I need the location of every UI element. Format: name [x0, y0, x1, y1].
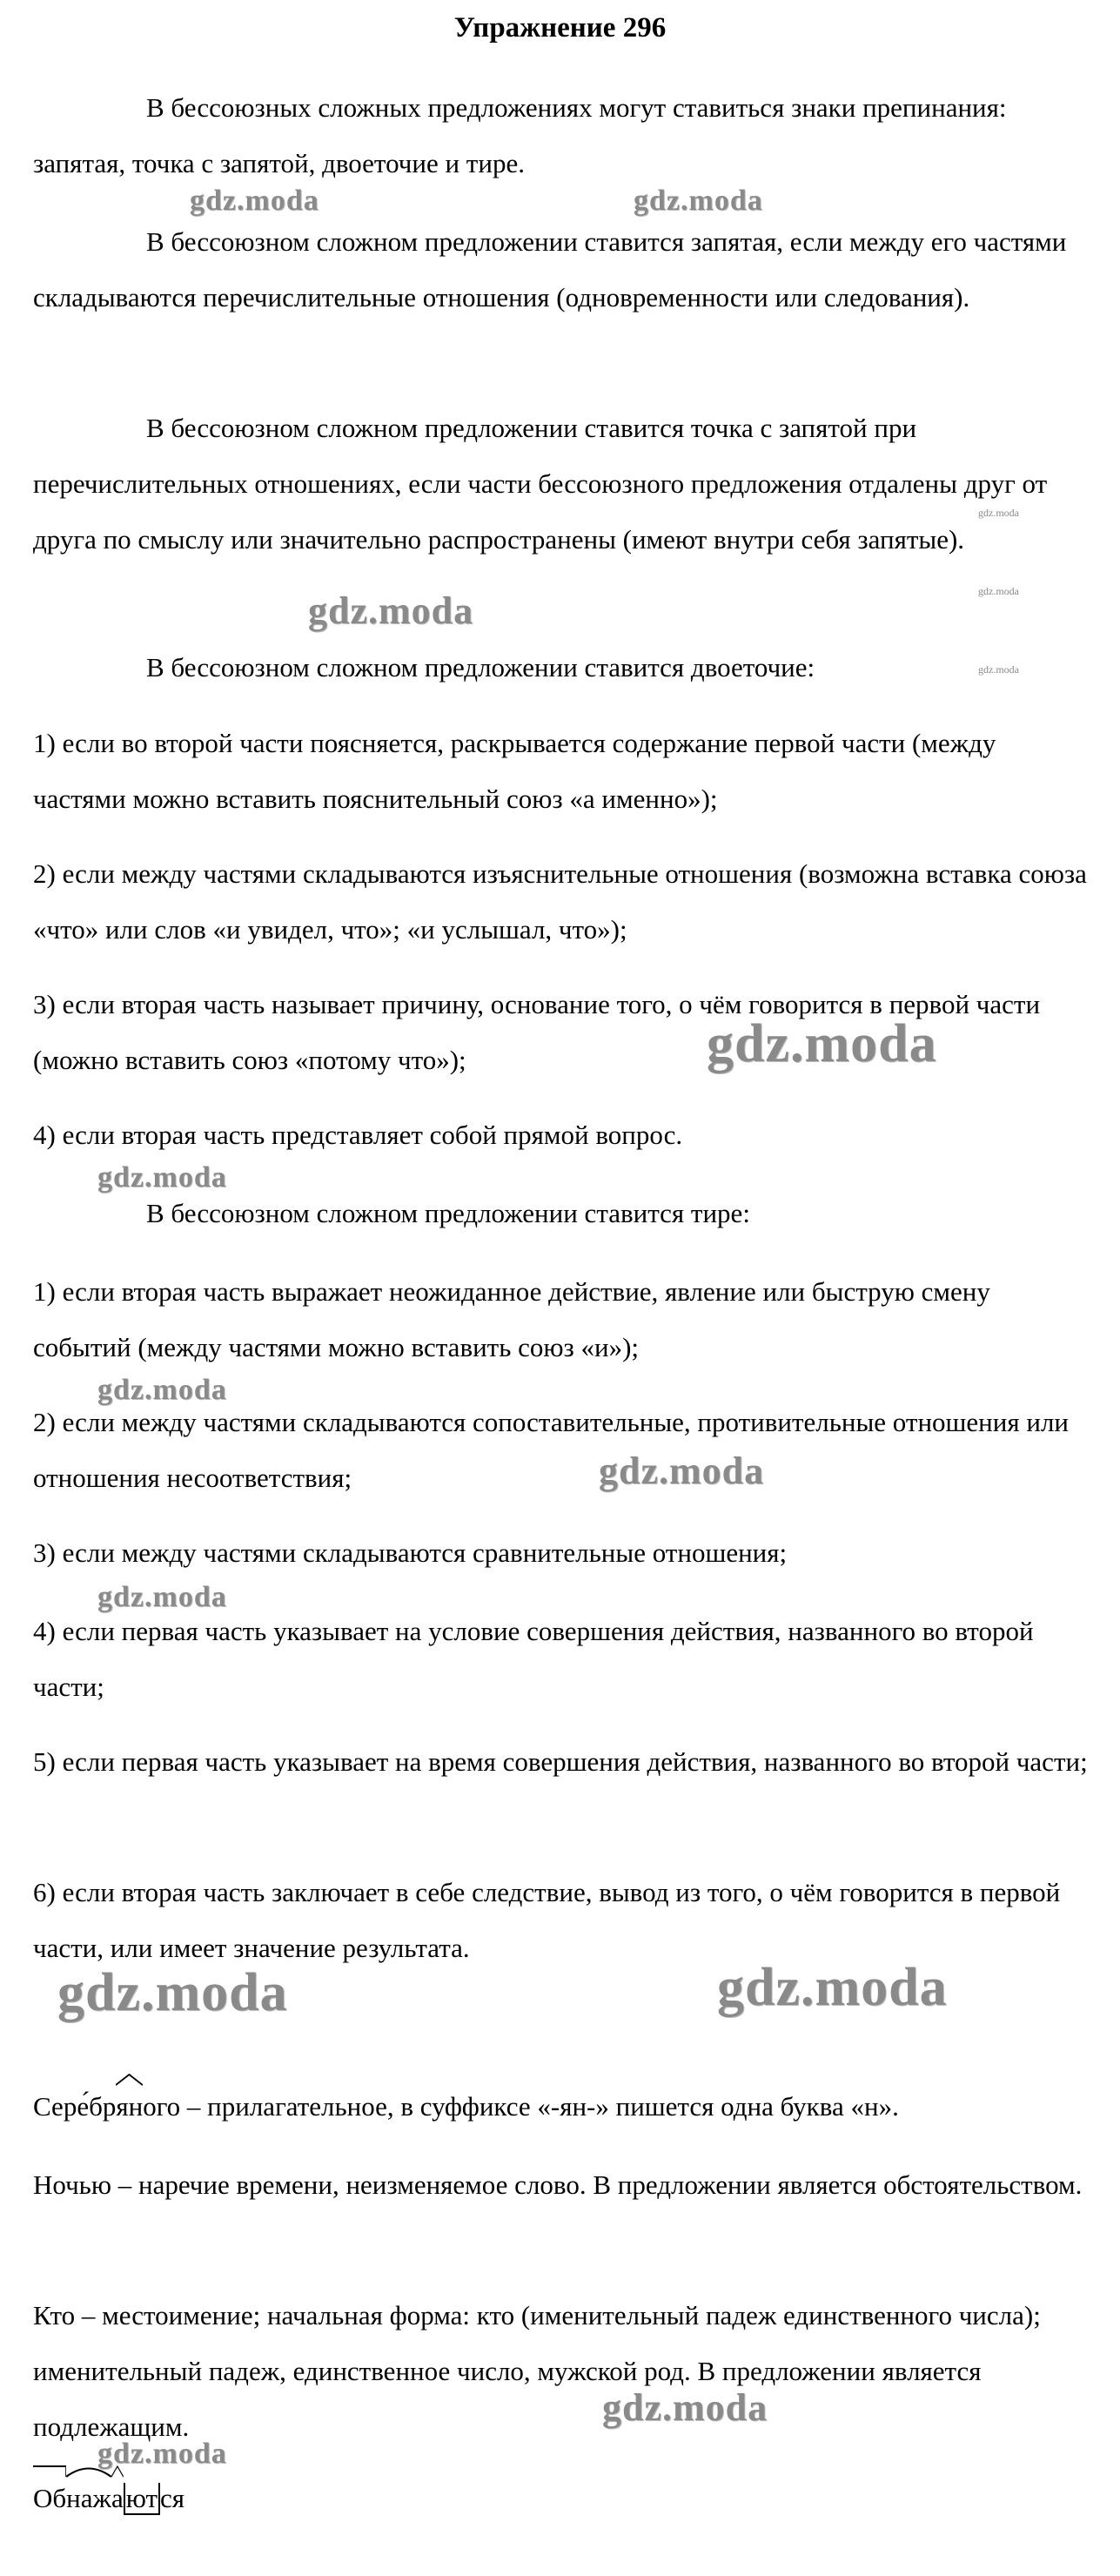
watermark: gdz.moda — [97, 1161, 227, 1194]
list-item-dash-6: 6) если вторая часть заключает в себе следствие, вывод из того, о чём говорится в первой части, или имеет значение результата. — [33, 1877, 1061, 1963]
list-item-dash-3: 3) если между частями складываются сравнительные отношения; — [33, 1537, 788, 1568]
suffix-mark-2 — [111, 2471, 124, 2526]
prefix-text: Об — [33, 2483, 67, 2513]
watermark: gdz.moda — [97, 1374, 227, 1406]
watermark: gdz.moda — [599, 1449, 765, 1492]
watermark-small: gdz.moda — [978, 663, 1019, 676]
suffix-arc-icon — [116, 2074, 143, 2086]
suffix-mark — [116, 2079, 143, 2135]
analysis-serebryanogo — [33, 2079, 1090, 2135]
paragraph-semicolon-rule: В бессоюзном сложном предложении ставится точка с запятой при перечислительных отношениях, если части бессоюзного предложения отдалены друг от друга по смыслу или значительно распространены (имеют внутри себя запятые). — [33, 413, 1048, 555]
root-text: наж — [66, 2483, 111, 2513]
list-item-dash-2: 2) если между частями складываются сопоставительные, противительные отношения или отношения несоответствия; — [33, 1407, 1070, 1493]
watermark: gdz.moda — [97, 2438, 227, 2470]
list-item-dash-5: 5) если первая часть указывает на время совершения действия, названного во второй части; — [33, 1746, 1088, 1777]
ending-box: ют — [124, 2483, 160, 2515]
word-prefix-part: Сере́бр — [33, 2091, 117, 2122]
watermark: gdz.moda — [190, 185, 319, 217]
watermark: gdz.moda — [308, 589, 474, 632]
watermark: gdz.moda — [57, 1963, 288, 2022]
paragraph-intro: В бессоюзных сложных предложениях могут ставиться знаки препинания: запятая, точка с запятой, двоеточие и тире. — [33, 92, 1007, 178]
watermark-small: gdz.moda — [978, 585, 1019, 597]
list-item-dash-4: 4) если первая часть указывает на условие совершения действия, названного во второй части; — [33, 1616, 1034, 1702]
suffix-text-2: а — [111, 2483, 124, 2513]
watermark: gdz.moda — [634, 185, 763, 217]
watermark: gdz.moda — [707, 1014, 937, 1073]
paragraph-colon-rule: В бессоюзном сложном предложении ставится двоеточие: — [146, 652, 815, 683]
watermark: gdz.moda — [97, 1581, 227, 1613]
watermark: gdz.moda — [717, 1958, 948, 2017]
watermark-small: gdz.moda — [978, 507, 1019, 519]
page-title: Упражнение 296 — [453, 12, 667, 44]
suffix-text: ян — [116, 2091, 144, 2122]
analysis-obnazhayutsya — [33, 2471, 1090, 2526]
analysis-kto: Кто – местоимение; начальная форма: кто (именительный падеж единственного числа); именительный падеж, единственное число, мужской род. В предложении является подлежащим. — [33, 2300, 1041, 2442]
postfix-text: ся — [160, 2483, 185, 2513]
list-item-dash-1: 1) если вторая часть выражает неожиданное действие, явление или быструю смену событий (между частями можно вставить союз «и»); — [33, 1276, 990, 1362]
prefix-mark — [33, 2471, 66, 2526]
prefix-corner-icon — [33, 2465, 66, 2478]
list-item-colon-4: 4) если вторая часть представляет собой прямой вопрос. — [33, 1120, 683, 1150]
analysis-nochyu: Ночью – наречие времени, неизменяемое слово. В предложении является обстоятельством. — [33, 2169, 1083, 2200]
watermark: gdz.moda — [602, 2386, 768, 2429]
root-mark — [66, 2471, 111, 2526]
list-item-colon-3: 3) если вторая часть называет причину, основание того, о чём говорится в первой части (можно вставить союз «потому что»); — [33, 989, 1041, 1075]
paragraph-comma-rule: В бессоюзном сложном предложении ставится запятая, если между его частями складываются перечислительные отношения (одновременности или следования). — [33, 226, 1067, 313]
paragraph-dash-rule: В бессоюзном сложном предложении ставится тире: — [146, 1198, 750, 1228]
list-item-colon-2: 2) если между частями складываются изъяснительные отношения (возможна вставка союза «что» или слов «и увидел, что»; «и услышал, что»); — [33, 858, 1087, 945]
analysis-rest: ого – прилагательное, в суффиксе «-ян-» пишется одна буква «н». — [143, 2091, 899, 2122]
list-item-colon-1: 1) если во второй части поясняется, раскрывается содержание первой части (между частями можно вставить пояснительный союз «а именно»); — [33, 728, 996, 814]
